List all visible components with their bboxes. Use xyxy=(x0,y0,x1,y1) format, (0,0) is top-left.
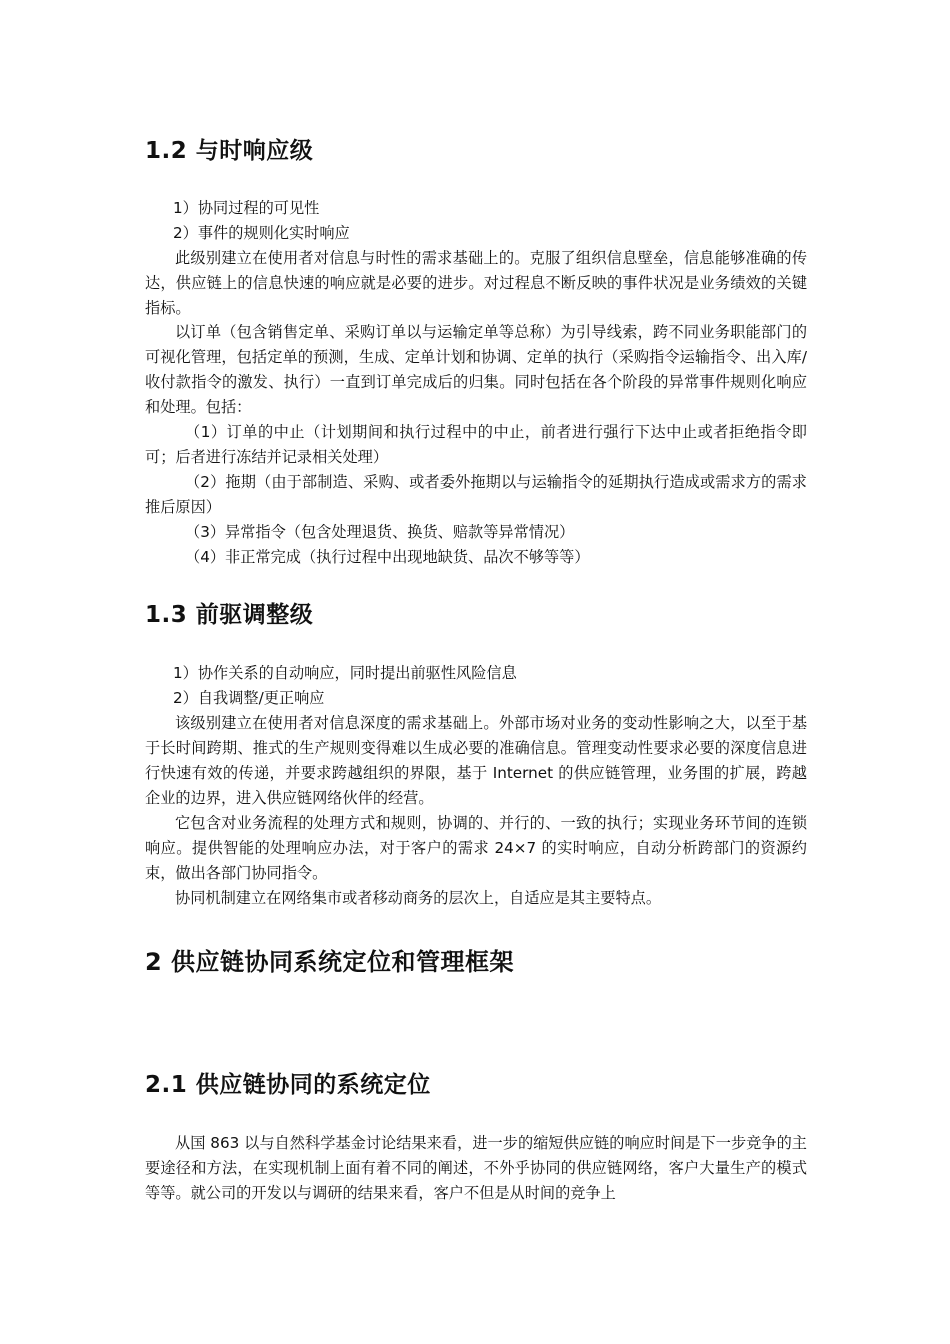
paragraph: 此级别建立在使用者对信息与时性的需求基础上的。克服了组织信息壁垒，信息能够准确的传达，供应链上的信息快速的响应就是必要的进步。对过程息不断反映的事件状况是业务绩效的关键指标。 xyxy=(145,249,807,317)
list-item: 2）自我调整/更正响应 xyxy=(173,689,325,707)
list-item: 1）协同过程的可见性 xyxy=(173,199,320,217)
sub-list-item: （2）拖期（由于部制造、采购、或者委外拖期以与运输指令的延期执行造成或需求方的需求推后原因） xyxy=(145,473,807,516)
section-1-2-heading: 1.2 与时响应级 xyxy=(145,138,314,164)
section-2-1-heading: 2.1 供应链协同的系统定位 xyxy=(145,1072,431,1098)
sub-list-item: （3）异常指令（包含处理退货、换货、赔款等异常情况） xyxy=(185,523,575,541)
paragraph: 从国 863 以与自然科学基金讨论结果来看，进一步的缩短供应链的响应时间是下一步竞争的主要途径和方法，在实现机制上面有着不同的阐述，不外乎协同的供应链网络，客户大量生产的模式等等。就公司的开发以与调研的结果来看，客户不但是从时间的竞争上 xyxy=(145,1134,807,1202)
paragraph: 它包含对业务流程的处理方式和规则，协调的、并行的、一致的执行；实现业务环节间的连锁响应。提供智能的处理响应办法，对于客户的需求 24×7 的实时响应，自动分析跨部门的资源约束，做出各部门协同指令。 xyxy=(145,814,807,882)
paragraph: 该级别建立在使用者对信息深度的需求基础上。外部市场对业务的变动性影响之大，以至于基于长时间跨期、推式的生产规则变得难以生成必要的准确信息。管理变动性要求必要的深度信息进行快速有效的传递，并要求跨越组织的界限，基于 Internet 的供应链管理，业务围的扩展，跨越企业的边界，进入供应链网络伙伴的经营。 xyxy=(145,714,807,807)
section-2-heading: 2 供应链协同系统定位和管理框架 xyxy=(145,948,515,976)
paragraph: 以订单（包含销售定单、采购订单以与运输定单等总称）为引导线索，跨不同业务职能部门的可视化管理，包括定单的预测，生成、定单计划和协调、定单的执行（采购指令运输指令、出入库/收付款指令的激发、执行）一直到订单完成后的归集。同时包括在各个阶段的异常事件规则化响应和处理。包括： xyxy=(145,323,807,416)
sub-list-item: （1）订单的中止（计划期间和执行过程中的中止，前者进行强行下达中止或者拒绝指令即可；后者进行冻结并记录相关处理） xyxy=(145,423,807,466)
section-1-3-heading: 1.3 前驱调整级 xyxy=(145,602,314,628)
paragraph: 协同机制建立在网络集市或者移动商务的层次上，自适应是其主要特点。 xyxy=(175,889,661,907)
sub-list-item: （4）非正常完成（执行过程中出现地缺货、品次不够等等） xyxy=(185,548,590,566)
list-item: 2）事件的规则化实时响应 xyxy=(173,224,350,242)
list-item: 1）协作关系的自动响应，同时提出前驱性风险信息 xyxy=(173,664,517,682)
